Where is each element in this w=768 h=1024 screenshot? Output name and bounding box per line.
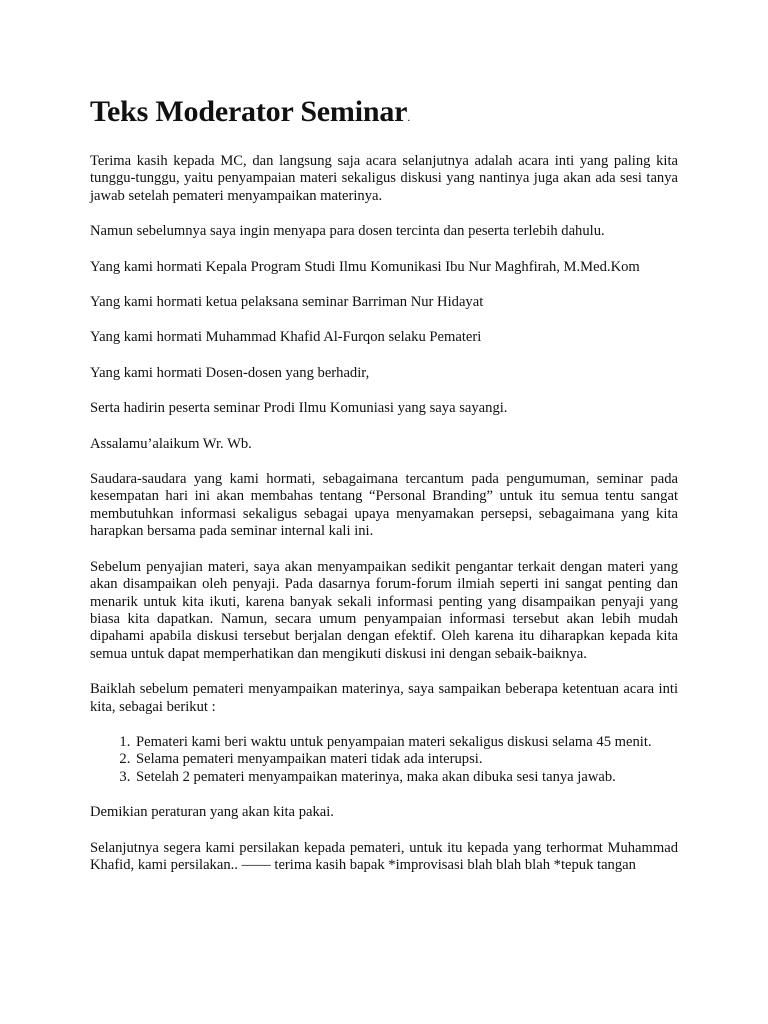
- paragraph-intro: Terima kasih kepada MC, dan langsung saja acara selanjutnya adalah acara inti yang paling kita tunggu-tunggu, yaitu penyampaian materi sekaligus diskusi yang nantinya juga akan ada sesi tanya jawab setelah pemateri menyampaikan materinya.: [90, 153, 678, 204]
- paragraph-honor-speaker: Yang kami hormati Muhammad Khafid Al-Furqon selaku Pemateri: [90, 329, 482, 346]
- document-page: [90, 94, 678, 892]
- paragraph-rules-intro: Baiklah sebelum pemateri menyampaikan materinya, saya sampaikan beberapa ketentuan acara inti kita, sebagai berikut :: [90, 681, 678, 715]
- paragraph-salam: Assalamu’alaikum Wr. Wb.: [90, 435, 252, 452]
- rules-list: [90, 734, 678, 786]
- paragraph-honor-committee-chair: Yang kami hormati ketua pelaksana seminar Barriman Nur Hidayat: [90, 294, 484, 311]
- paragraph-invite-speaker: Selanjutnya segera kami persilakan kepada pemateri, untuk itu kepada yang terhormat Muhammad Khafid, kami persilakan.. —— terima kasih bapak *improvisasi blah blah blah *tepuk tangan: [90, 839, 678, 873]
- rules-list-item: 2. Selama pemateri menyampaikan materi tidak ada interupsi.: [134, 751, 678, 768]
- title-trailing-dot: .: [407, 110, 411, 124]
- rules-list-item: 1. Pemateri kami beri waktu untuk penyampaian materi sekaligus diskusi selama 45 menit.: [134, 734, 678, 751]
- paragraph-honor-head-program: Yang kami hormati Kepala Program Studi Ilmu Komunikasi Ibu Nur Maghfirah, M.Med.Kom: [90, 258, 640, 275]
- paragraph-topic: Saudara-saudara yang kami hormati, sebagaimana tercantum pada pengumuman, seminar pada kesempatan hari ini akan membahas tentang “Personal Branding” untuk itu semua tentu sangat membutuhkan informasi sekaligus sebagai upaya menyamakan persepsi, sebagaimana yang kita harapkan bersama pada seminar internal kali ini.: [90, 471, 678, 540]
- rules-list-item: 3. Setelah 2 pemateri menyampaikan materinya, maka akan dibuka sesi tanya jawab.: [134, 769, 678, 786]
- paragraph-honor-participants: Serta hadirin peserta seminar Prodi Ilmu Komuniasi yang saya sayangi.: [90, 400, 508, 417]
- paragraph-honor-lecturers: Yang kami hormati Dosen-dosen yang berhadir,: [90, 364, 370, 381]
- paragraph-rules-closing: Demikian peraturan yang akan kita pakai.: [90, 804, 334, 821]
- document-title: [90, 94, 678, 135]
- title-text: Teks Moderator Seminar: [90, 95, 408, 128]
- paragraph-greeting: Namun sebelumnya saya ingin menyapa para dosen tercinta dan peserta terlebih dahulu.: [90, 223, 605, 240]
- paragraph-introduction-material: Sebelum penyajian materi, saya akan menyampaikan sedikit pengantar terkait dengan materi yang akan disampaikan oleh penyaji. Pada dasarnya forum-forum ilmiah seperti ini sangat penting dan menarik untuk kita ikuti, karena banyak sekali informasi penting yang disampaikan penyaji yang biasa kita dapatkan. Namun, secara umum penyampaian informasi tersebut akan lebih mudah dipahami apabila diskusi tersebut berjalan dengan efektif. Oleh karena itu diharapkan kepada kita semua untuk dapat memperhatikan dan mengikuti diskusi ini dengan sebaik-baiknya.: [90, 558, 678, 662]
